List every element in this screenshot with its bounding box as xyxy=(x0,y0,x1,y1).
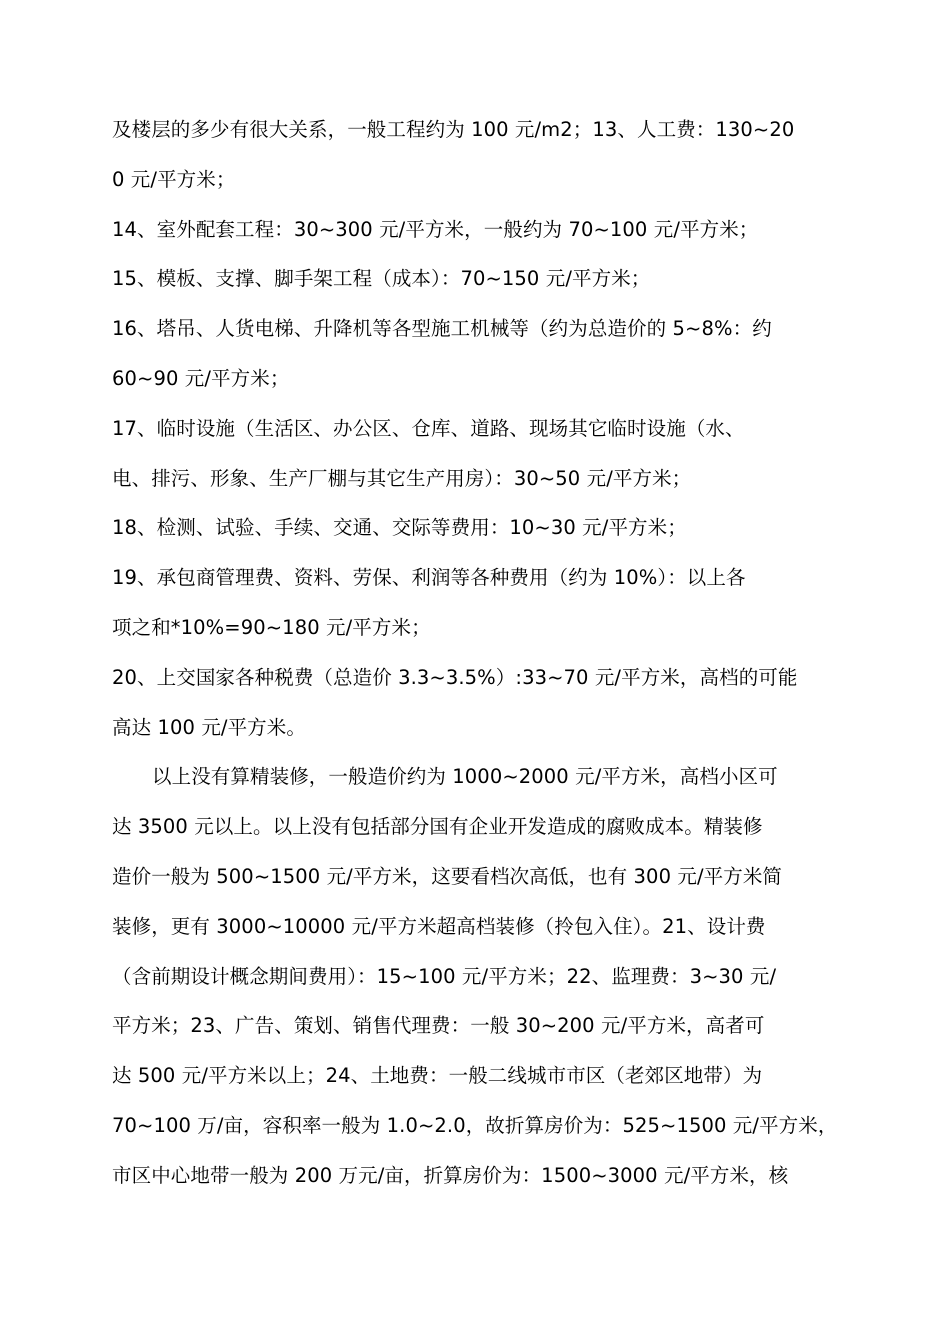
text-line: 14、室外配套工程：30~300 元/平方米，一般约为 70~100 元/平方米； xyxy=(112,217,759,241)
text-line: 达 500 元/平方米以上；24、土地费：一般二线城市市区（老郊区地带）为 xyxy=(112,1064,763,1088)
text-line: 市区中心地带一般为 200 万元/亩，折算房价为：1500~3000 元/平方米，核 xyxy=(112,1163,789,1187)
text-line: （含前期设计概念期间费用）：15~100 元/平方米；22、监理费：3~30 元/ xyxy=(112,964,777,988)
text-line: 0 元/平方米； xyxy=(112,167,236,191)
text-line: 电、排污、形象、生产厂棚与其它生产用房）：30~50 元/平方米； xyxy=(112,466,692,490)
text-line: 18、检测、试验、手续、交通、交际等费用：10~30 元/平方米； xyxy=(112,516,687,540)
text-line: 造价一般为 500~1500 元/平方米，这要看档次高低，也有 300 元/平方米简 xyxy=(112,864,783,888)
text-line: 19、承包商管理费、资料、劳保、利润等各种费用（约为 10%）：以上各 xyxy=(112,566,746,590)
text-line: 达 3500 元以上。以上没有包括部分国有企业开发造成的腐败成本。精装修 xyxy=(112,815,763,839)
text-line: 60~90 元/平方米； xyxy=(112,366,290,390)
paragraph-first-line: 以上没有算精装修，一般造价约为 1000~2000 元/平方米，高档小区可 xyxy=(152,765,778,789)
text-line: 70~100 万/亩，容积率一般为 1.0~2.0，故折算房价为：525~1500 元/平方米， xyxy=(112,1113,838,1137)
text-line: 17、临时设施（生活区、办公区、仓库、道路、现场其它临时设施（水、 xyxy=(112,416,745,440)
text-line: 高达 100 元/平方米。 xyxy=(112,715,306,739)
text-line: 装修，更有 3000~10000 元/平方米超高档装修（拎包入住）。21、设计费 xyxy=(112,914,766,938)
text-line: 15、模板、支撑、脚手架工程（成本）：70~150 元/平方米； xyxy=(112,267,651,291)
document-page xyxy=(112,105,850,1201)
text-line: 项之和*10%=90~180 元/平方米； xyxy=(112,615,431,639)
text-line: 及楼层的多少有很大关系，一般工程约为 100 元/m2；13、人工费：130~20 xyxy=(112,118,795,141)
text-line: 16、塔吊、人货电梯、升降机等各型施工机械等（约为总造价的 5~8%：约 xyxy=(112,317,772,341)
text-line: 平方米；23、广告、策划、销售代理费：一般 30~200 元/平方米，高者可 xyxy=(112,1014,765,1038)
text-line: 20、上交国家各种税费（总造价 3.3~3.5%）:33~70 元/平方米，高档的可能 xyxy=(112,665,798,689)
